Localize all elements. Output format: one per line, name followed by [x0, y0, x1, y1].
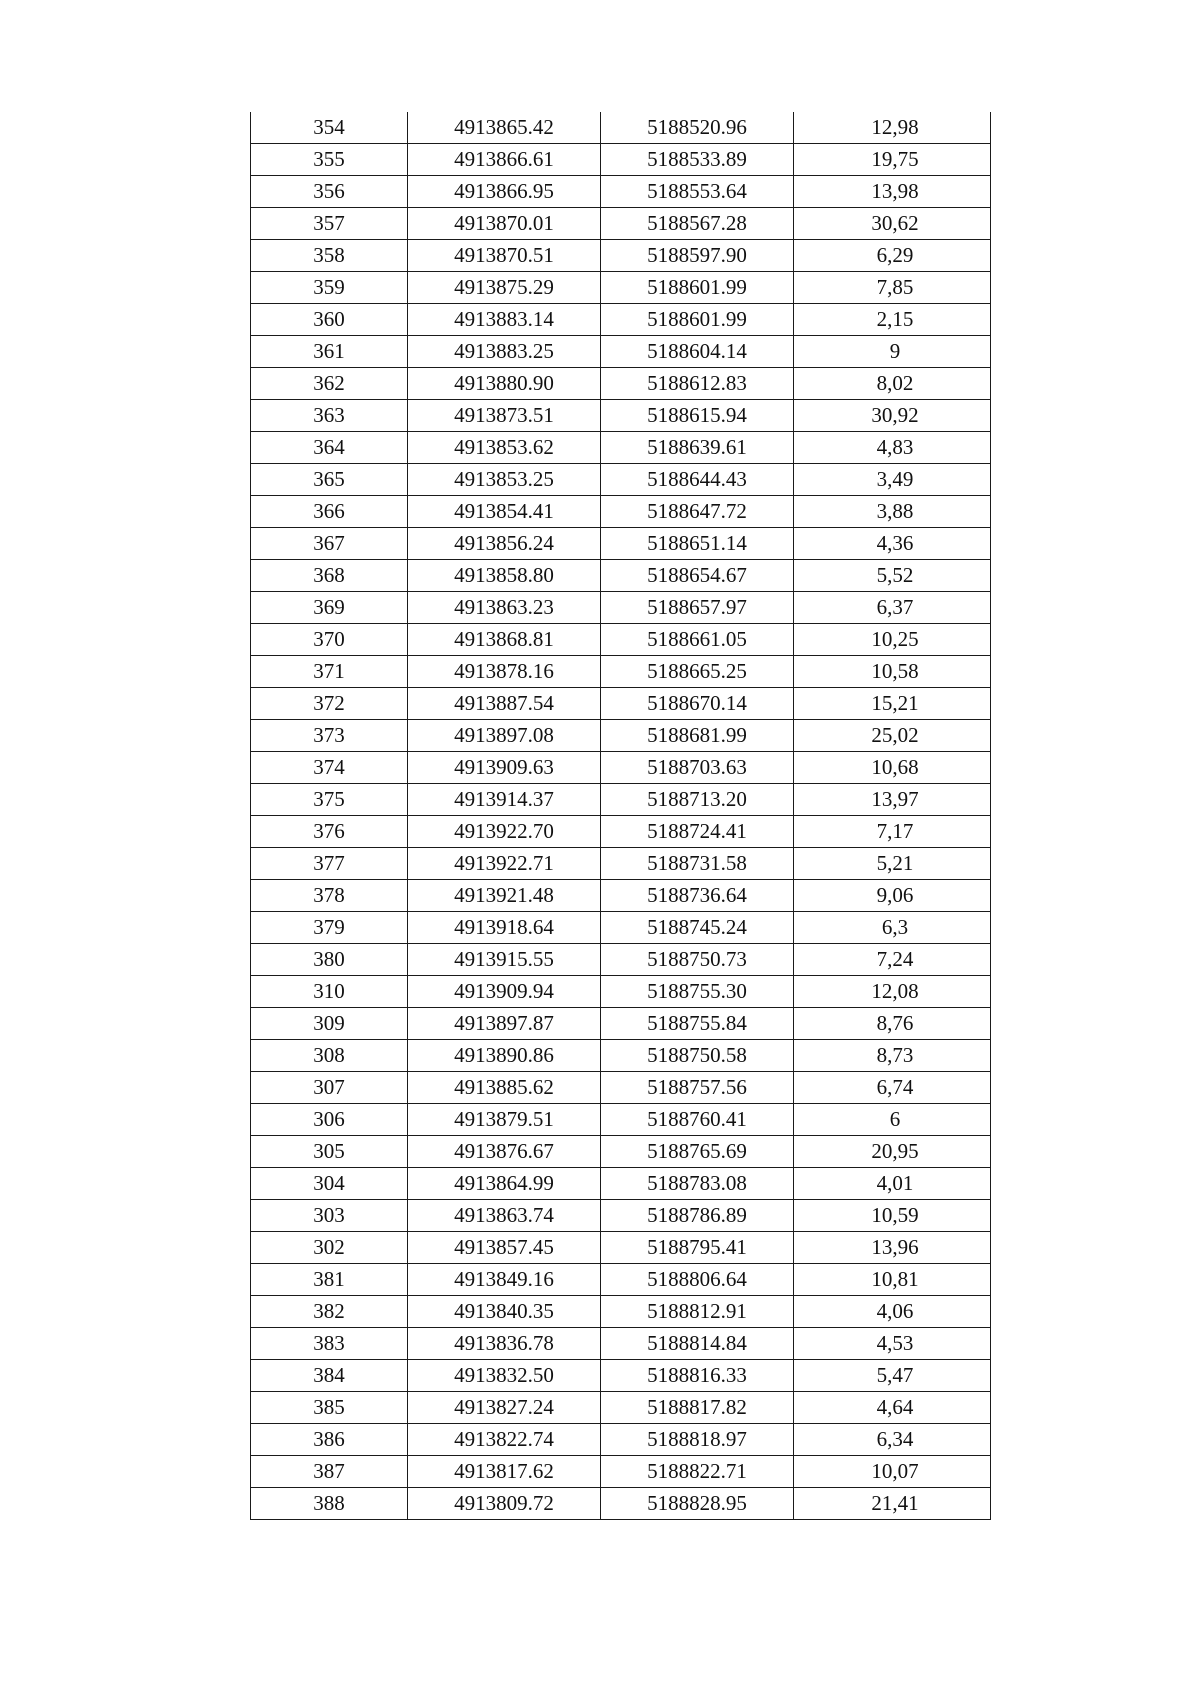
point-number-cell: 386: [251, 1424, 408, 1456]
y-coordinate-cell: 5188533.89: [601, 144, 794, 176]
x-coordinate-cell: 4913836.78: [408, 1328, 601, 1360]
y-coordinate-cell: 5188786.89: [601, 1200, 794, 1232]
x-coordinate-cell: 4913880.90: [408, 368, 601, 400]
point-number-cell: 378: [251, 880, 408, 912]
x-coordinate-cell: 4913909.94: [408, 976, 601, 1008]
table-row: [251, 272, 991, 304]
coordinates-table-body: [251, 112, 991, 1520]
y-coordinate-cell: 5188765.69: [601, 1136, 794, 1168]
table-row: [251, 656, 991, 688]
y-coordinate-cell: 5188713.20: [601, 784, 794, 816]
point-number-cell: 360: [251, 304, 408, 336]
length-cell: 6,37: [794, 592, 991, 624]
x-coordinate-cell: 4913914.37: [408, 784, 601, 816]
x-coordinate-cell: 4913822.74: [408, 1424, 601, 1456]
length-cell: 21,41: [794, 1488, 991, 1520]
x-coordinate-cell: 4913863.74: [408, 1200, 601, 1232]
y-coordinate-cell: 5188812.91: [601, 1296, 794, 1328]
y-coordinate-cell: 5188817.82: [601, 1392, 794, 1424]
length-cell: 7,17: [794, 816, 991, 848]
length-cell: 12,08: [794, 976, 991, 1008]
x-coordinate-cell: 4913827.24: [408, 1392, 601, 1424]
table-row: [251, 912, 991, 944]
y-coordinate-cell: 5188639.61: [601, 432, 794, 464]
length-cell: 6,29: [794, 240, 991, 272]
point-number-cell: 304: [251, 1168, 408, 1200]
point-number-cell: 375: [251, 784, 408, 816]
table-row: [251, 1008, 991, 1040]
length-cell: 5,21: [794, 848, 991, 880]
point-number-cell: 362: [251, 368, 408, 400]
y-coordinate-cell: 5188755.30: [601, 976, 794, 1008]
table-row: [251, 1360, 991, 1392]
y-coordinate-cell: 5188615.94: [601, 400, 794, 432]
length-cell: 10,25: [794, 624, 991, 656]
table-row: [251, 1296, 991, 1328]
length-cell: 13,98: [794, 176, 991, 208]
x-coordinate-cell: 4913853.25: [408, 464, 601, 496]
table-row: [251, 336, 991, 368]
table-row: [251, 1200, 991, 1232]
y-coordinate-cell: 5188654.67: [601, 560, 794, 592]
length-cell: 10,59: [794, 1200, 991, 1232]
point-number-cell: 376: [251, 816, 408, 848]
x-coordinate-cell: 4913854.41: [408, 496, 601, 528]
point-number-cell: 358: [251, 240, 408, 272]
point-number-cell: 363: [251, 400, 408, 432]
length-cell: 4,36: [794, 528, 991, 560]
point-number-cell: 307: [251, 1072, 408, 1104]
length-cell: 6,3: [794, 912, 991, 944]
table-row: [251, 816, 991, 848]
point-number-cell: 364: [251, 432, 408, 464]
length-cell: 20,95: [794, 1136, 991, 1168]
x-coordinate-cell: 4913858.80: [408, 560, 601, 592]
table-row: [251, 1104, 991, 1136]
length-cell: 10,58: [794, 656, 991, 688]
table-row: [251, 1232, 991, 1264]
y-coordinate-cell: 5188795.41: [601, 1232, 794, 1264]
length-cell: 3,49: [794, 464, 991, 496]
x-coordinate-cell: 4913885.62: [408, 1072, 601, 1104]
x-coordinate-cell: 4913864.99: [408, 1168, 601, 1200]
table-row: [251, 112, 991, 144]
length-cell: 30,62: [794, 208, 991, 240]
y-coordinate-cell: 5188597.90: [601, 240, 794, 272]
y-coordinate-cell: 5188806.64: [601, 1264, 794, 1296]
x-coordinate-cell: 4913918.64: [408, 912, 601, 944]
point-number-cell: 365: [251, 464, 408, 496]
x-coordinate-cell: 4913873.51: [408, 400, 601, 432]
x-coordinate-cell: 4913897.87: [408, 1008, 601, 1040]
x-coordinate-cell: 4913857.45: [408, 1232, 601, 1264]
point-number-cell: 355: [251, 144, 408, 176]
point-number-cell: 367: [251, 528, 408, 560]
x-coordinate-cell: 4913890.86: [408, 1040, 601, 1072]
y-coordinate-cell: 5188814.84: [601, 1328, 794, 1360]
length-cell: 25,02: [794, 720, 991, 752]
point-number-cell: 379: [251, 912, 408, 944]
table-row: [251, 1168, 991, 1200]
length-cell: 6,74: [794, 1072, 991, 1104]
y-coordinate-cell: 5188724.41: [601, 816, 794, 848]
length-cell: 8,76: [794, 1008, 991, 1040]
point-number-cell: 387: [251, 1456, 408, 1488]
x-coordinate-cell: 4913868.81: [408, 624, 601, 656]
point-number-cell: 370: [251, 624, 408, 656]
table-row: [251, 592, 991, 624]
point-number-cell: 369: [251, 592, 408, 624]
table-row: [251, 400, 991, 432]
x-coordinate-cell: 4913909.63: [408, 752, 601, 784]
table-row: [251, 176, 991, 208]
length-cell: 7,85: [794, 272, 991, 304]
y-coordinate-cell: 5188755.84: [601, 1008, 794, 1040]
y-coordinate-cell: 5188665.25: [601, 656, 794, 688]
y-coordinate-cell: 5188760.41: [601, 1104, 794, 1136]
length-cell: 19,75: [794, 144, 991, 176]
point-number-cell: 366: [251, 496, 408, 528]
point-number-cell: 303: [251, 1200, 408, 1232]
table-row: [251, 944, 991, 976]
length-cell: 3,88: [794, 496, 991, 528]
y-coordinate-cell: 5188681.99: [601, 720, 794, 752]
length-cell: 4,53: [794, 1328, 991, 1360]
length-cell: 15,21: [794, 688, 991, 720]
table-row: [251, 1392, 991, 1424]
table-row: [251, 144, 991, 176]
length-cell: 4,06: [794, 1296, 991, 1328]
x-coordinate-cell: 4913876.67: [408, 1136, 601, 1168]
x-coordinate-cell: 4913840.35: [408, 1296, 601, 1328]
point-number-cell: 373: [251, 720, 408, 752]
length-cell: 4,01: [794, 1168, 991, 1200]
y-coordinate-cell: 5188818.97: [601, 1424, 794, 1456]
table-row: [251, 464, 991, 496]
point-number-cell: 371: [251, 656, 408, 688]
table-row: [251, 496, 991, 528]
table-row: [251, 560, 991, 592]
x-coordinate-cell: 4913922.70: [408, 816, 601, 848]
y-coordinate-cell: 5188567.28: [601, 208, 794, 240]
table-row: [251, 1072, 991, 1104]
length-cell: 9,06: [794, 880, 991, 912]
length-cell: 6,34: [794, 1424, 991, 1456]
y-coordinate-cell: 5188745.24: [601, 912, 794, 944]
table-row: [251, 1264, 991, 1296]
y-coordinate-cell: 5188612.83: [601, 368, 794, 400]
point-number-cell: 382: [251, 1296, 408, 1328]
length-cell: 2,15: [794, 304, 991, 336]
point-number-cell: 385: [251, 1392, 408, 1424]
length-cell: 10,68: [794, 752, 991, 784]
y-coordinate-cell: 5188553.64: [601, 176, 794, 208]
table-row: [251, 240, 991, 272]
length-cell: 13,96: [794, 1232, 991, 1264]
table-row: [251, 1040, 991, 1072]
table-row: [251, 1328, 991, 1360]
x-coordinate-cell: 4913879.51: [408, 1104, 601, 1136]
x-coordinate-cell: 4913870.51: [408, 240, 601, 272]
table-row: [251, 432, 991, 464]
point-number-cell: 306: [251, 1104, 408, 1136]
y-coordinate-cell: 5188816.33: [601, 1360, 794, 1392]
length-cell: 13,97: [794, 784, 991, 816]
x-coordinate-cell: 4913863.23: [408, 592, 601, 624]
x-coordinate-cell: 4913832.50: [408, 1360, 601, 1392]
y-coordinate-cell: 5188822.71: [601, 1456, 794, 1488]
y-coordinate-cell: 5188601.99: [601, 272, 794, 304]
y-coordinate-cell: 5188520.96: [601, 112, 794, 144]
table-row: [251, 528, 991, 560]
point-number-cell: 380: [251, 944, 408, 976]
point-number-cell: 356: [251, 176, 408, 208]
y-coordinate-cell: 5188828.95: [601, 1488, 794, 1520]
y-coordinate-cell: 5188750.73: [601, 944, 794, 976]
x-coordinate-cell: 4913809.72: [408, 1488, 601, 1520]
x-coordinate-cell: 4913875.29: [408, 272, 601, 304]
y-coordinate-cell: 5188601.99: [601, 304, 794, 336]
y-coordinate-cell: 5188670.14: [601, 688, 794, 720]
y-coordinate-cell: 5188750.58: [601, 1040, 794, 1072]
y-coordinate-cell: 5188651.14: [601, 528, 794, 560]
x-coordinate-cell: 4913866.61: [408, 144, 601, 176]
x-coordinate-cell: 4913897.08: [408, 720, 601, 752]
y-coordinate-cell: 5188783.08: [601, 1168, 794, 1200]
x-coordinate-cell: 4913883.14: [408, 304, 601, 336]
point-number-cell: 310: [251, 976, 408, 1008]
point-number-cell: 377: [251, 848, 408, 880]
y-coordinate-cell: 5188644.43: [601, 464, 794, 496]
x-coordinate-cell: 4913922.71: [408, 848, 601, 880]
table-row: [251, 624, 991, 656]
y-coordinate-cell: 5188657.97: [601, 592, 794, 624]
point-number-cell: 374: [251, 752, 408, 784]
x-coordinate-cell: 4913817.62: [408, 1456, 601, 1488]
table-row: [251, 1136, 991, 1168]
y-coordinate-cell: 5188647.72: [601, 496, 794, 528]
length-cell: 6: [794, 1104, 991, 1136]
table-row: [251, 1456, 991, 1488]
table-row: [251, 784, 991, 816]
length-cell: 10,07: [794, 1456, 991, 1488]
point-number-cell: 359: [251, 272, 408, 304]
x-coordinate-cell: 4913866.95: [408, 176, 601, 208]
length-cell: 5,47: [794, 1360, 991, 1392]
x-coordinate-cell: 4913856.24: [408, 528, 601, 560]
x-coordinate-cell: 4913915.55: [408, 944, 601, 976]
length-cell: 8,02: [794, 368, 991, 400]
length-cell: 12,98: [794, 112, 991, 144]
length-cell: 7,24: [794, 944, 991, 976]
length-cell: 8,73: [794, 1040, 991, 1072]
y-coordinate-cell: 5188703.63: [601, 752, 794, 784]
x-coordinate-cell: 4913865.42: [408, 112, 601, 144]
point-number-cell: 381: [251, 1264, 408, 1296]
point-number-cell: 305: [251, 1136, 408, 1168]
table-row: [251, 1488, 991, 1520]
x-coordinate-cell: 4913870.01: [408, 208, 601, 240]
y-coordinate-cell: 5188604.14: [601, 336, 794, 368]
x-coordinate-cell: 4913849.16: [408, 1264, 601, 1296]
length-cell: 4,83: [794, 432, 991, 464]
x-coordinate-cell: 4913883.25: [408, 336, 601, 368]
point-number-cell: 372: [251, 688, 408, 720]
x-coordinate-cell: 4913921.48: [408, 880, 601, 912]
x-coordinate-cell: 4913887.54: [408, 688, 601, 720]
point-number-cell: 308: [251, 1040, 408, 1072]
table-row: [251, 1424, 991, 1456]
point-number-cell: 357: [251, 208, 408, 240]
table-row: [251, 880, 991, 912]
table-row: [251, 688, 991, 720]
point-number-cell: 302: [251, 1232, 408, 1264]
point-number-cell: 309: [251, 1008, 408, 1040]
table-row: [251, 976, 991, 1008]
table-row: [251, 208, 991, 240]
point-number-cell: 368: [251, 560, 408, 592]
coordinates-table: [250, 112, 991, 1520]
y-coordinate-cell: 5188661.05: [601, 624, 794, 656]
point-number-cell: 388: [251, 1488, 408, 1520]
point-number-cell: 384: [251, 1360, 408, 1392]
length-cell: 9: [794, 336, 991, 368]
point-number-cell: 361: [251, 336, 408, 368]
y-coordinate-cell: 5188736.64: [601, 880, 794, 912]
y-coordinate-cell: 5188731.58: [601, 848, 794, 880]
x-coordinate-cell: 4913853.62: [408, 432, 601, 464]
length-cell: 10,81: [794, 1264, 991, 1296]
table-row: [251, 720, 991, 752]
y-coordinate-cell: 5188757.56: [601, 1072, 794, 1104]
table-row: [251, 368, 991, 400]
length-cell: 5,52: [794, 560, 991, 592]
x-coordinate-cell: 4913878.16: [408, 656, 601, 688]
point-number-cell: 383: [251, 1328, 408, 1360]
length-cell: 30,92: [794, 400, 991, 432]
length-cell: 4,64: [794, 1392, 991, 1424]
table-row: [251, 752, 991, 784]
table-row: [251, 848, 991, 880]
point-number-cell: 354: [251, 112, 408, 144]
table-row: [251, 304, 991, 336]
